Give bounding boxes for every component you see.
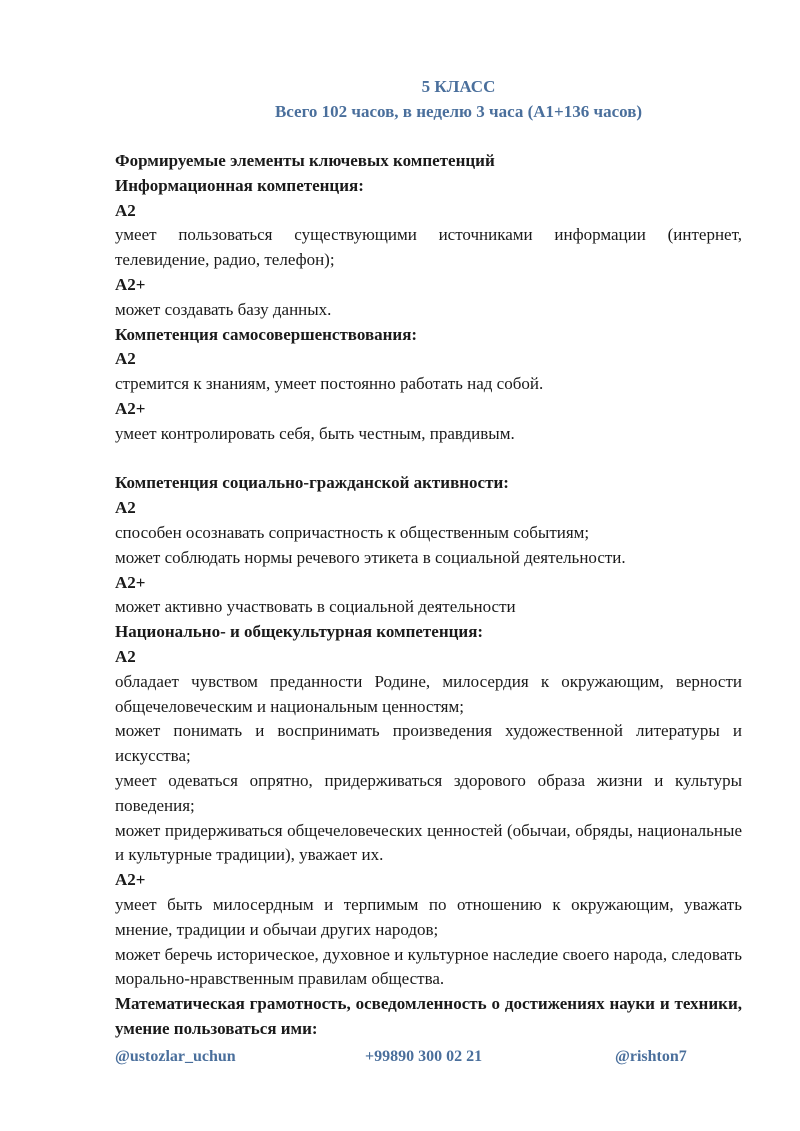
culture-a2-text-2: может понимать и воспринимать произведения художественной литературы и искусства;: [115, 721, 742, 766]
level-a2-plus: А2+: [115, 870, 146, 890]
hours-subtitle: Всего 102 часов, в неделю 3 часа (А1+136 часов): [274, 102, 643, 121]
self-a2plus-text: умеет контролировать себя, быть честным, правдивым.: [115, 423, 515, 443]
self-competence-heading: Компетенция самосовершенствования:: [115, 324, 418, 344]
culture-a2-text-3: умеет одеваться опрятно, придерживаться здорового образа жизни и культуры поведения;: [115, 770, 742, 815]
info-a2plus-text: может создавать базу данных.: [115, 299, 332, 319]
level-a2: А2: [115, 200, 136, 220]
footer-telegram-link[interactable]: @ustozlar_uchun: [115, 1048, 236, 1065]
level-a2-plus: А2+: [115, 398, 146, 418]
culture-a2-text-1: обладает чувством преданности Родине, милосердия к окружающим, верности общечеловеческим и национальным ценностям;: [115, 671, 742, 716]
culture-a2plus-text-2: может беречь историческое, духовное и культурное наследие своего народа, следовать морально-нравственным правилам общества.: [115, 944, 742, 989]
self-a2-text: стремится к знаниям, умеет постоянно работать над собой.: [115, 374, 544, 394]
level-a2-plus: А2+: [115, 274, 146, 294]
footer-phone: +99890 300 02 21: [365, 1048, 483, 1065]
paragraph-gap: [115, 447, 742, 472]
social-a2-text-2: может соблюдать нормы речевого этикета в социальной деятельности.: [115, 547, 626, 567]
level-a2: А2: [115, 349, 136, 369]
document-header: [175, 74, 742, 124]
culture-a2plus-text-1: умеет быть милосердным и терпимым по отношению к окружающим, уважать мнение, традиции и обычаи других народов;: [115, 894, 742, 939]
class-title: 5 КЛАСС: [421, 77, 496, 96]
social-a2-text-1: способен осознавать сопричастность к общественным событиям;: [115, 522, 590, 542]
math-competence-heading: Математическая грамотность, осведомленность о достижениях науки и техники, умение пользоваться ими:: [115, 994, 742, 1038]
social-a2plus-text: может активно участвовать в социальной деятельности: [115, 597, 516, 617]
footer-channel-link[interactable]: @rishton7: [615, 1048, 687, 1065]
social-competence-heading: Компетенция социально-гражданской активности:: [115, 473, 509, 493]
culture-competence-heading: Национально- и общекультурная компетенция:: [115, 622, 484, 642]
info-competence-heading: Информационная компетенция:: [115, 175, 364, 195]
info-a2-text: умеет пользоваться существующими источниками информации (интернет, телевидение, радио, телефон);: [115, 225, 742, 270]
main-heading: Формируемые элементы ключевых компетенций: [115, 151, 495, 170]
level-a2-plus: А2+: [115, 572, 146, 592]
document-body: [115, 149, 742, 1042]
level-a2: А2: [115, 498, 136, 518]
level-a2: А2: [115, 646, 136, 666]
document-page: [115, 74, 742, 1042]
culture-a2-text-4: может придерживаться общечеловеческих ценностей (обычаи, обряды, национальные и культурные традиции), уважает их.: [115, 820, 742, 865]
